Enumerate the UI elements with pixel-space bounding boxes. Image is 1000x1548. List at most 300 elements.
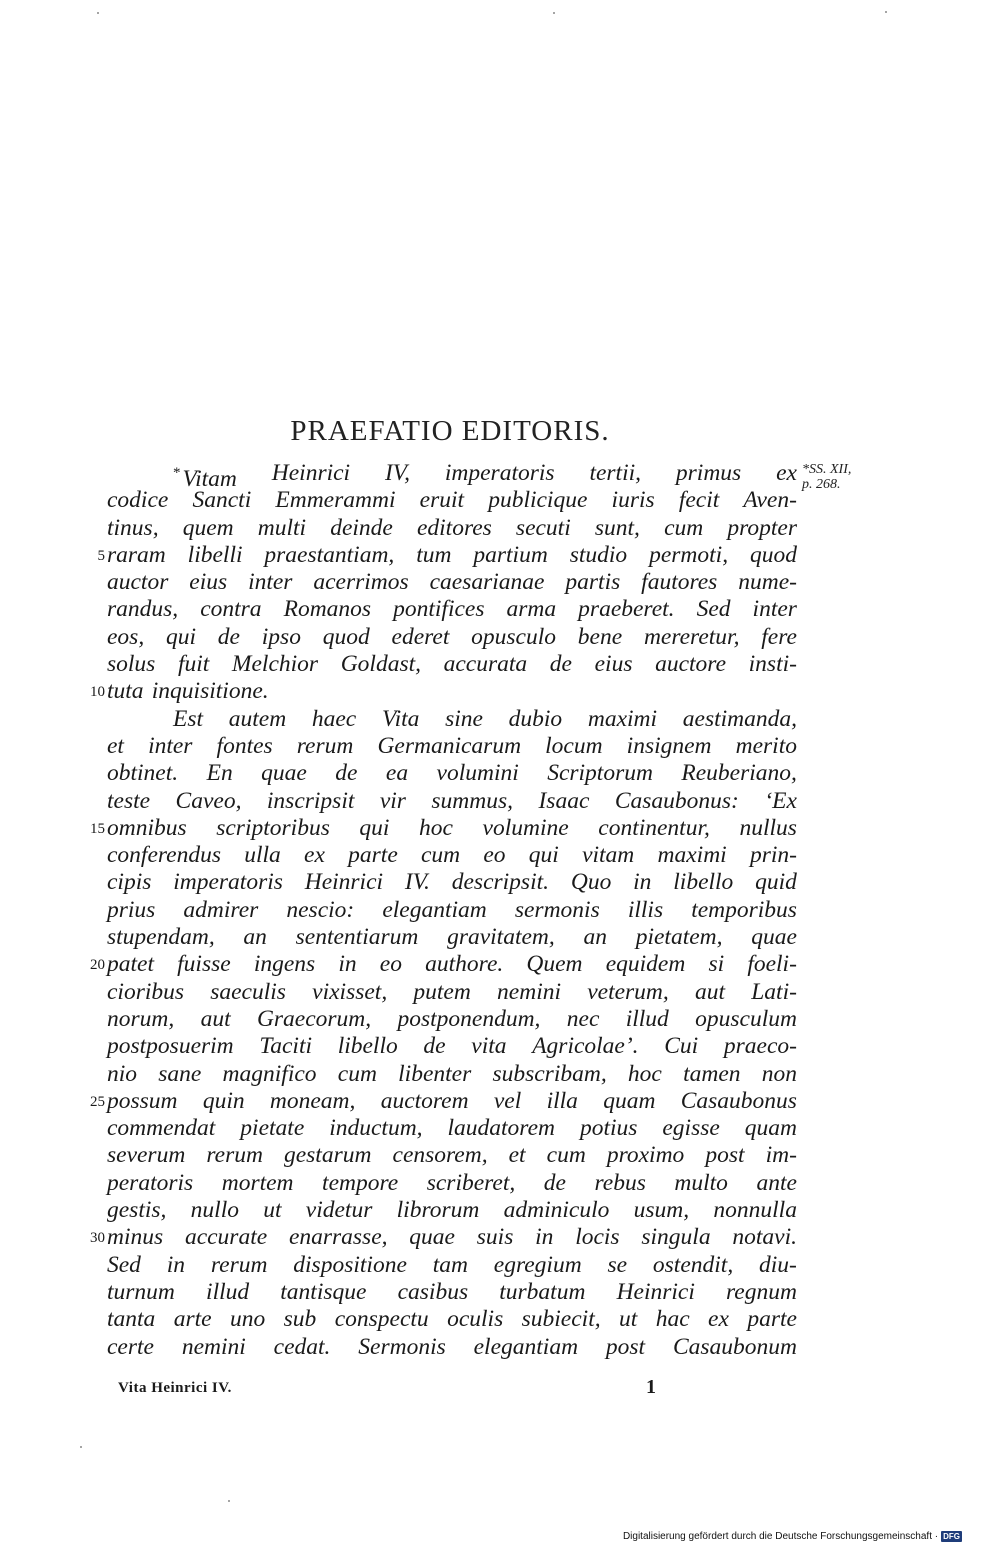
word: descripsit.	[451, 869, 550, 896]
word: Goldast,	[340, 651, 421, 678]
word: uno	[229, 1306, 266, 1333]
word: Isaac	[538, 787, 590, 814]
word: cipis	[107, 869, 152, 896]
word: arte	[173, 1306, 212, 1333]
word: mortem	[221, 1169, 294, 1196]
word: aut	[200, 1005, 231, 1032]
word: Emmerammi	[275, 487, 396, 514]
word: eius	[189, 569, 228, 596]
digitization-credit	[623, 1531, 962, 1542]
text-line	[107, 1252, 797, 1279]
text-line	[107, 1334, 797, 1361]
word: saeculis	[210, 978, 286, 1005]
word: turbatum	[499, 1278, 586, 1305]
line-number: 15	[90, 820, 105, 837]
word: prius	[107, 896, 156, 923]
word: parte	[747, 1306, 797, 1333]
word: locum	[545, 732, 603, 759]
word: libello	[673, 869, 734, 896]
word: pietate	[240, 1115, 305, 1142]
word: ex	[776, 460, 797, 486]
word: qui	[528, 842, 559, 869]
text-line	[90, 678, 797, 705]
word: insignem	[626, 732, 712, 759]
text-line	[107, 460, 797, 492]
word: praestantiam,	[264, 541, 395, 568]
text-line	[107, 869, 797, 896]
word: librorum	[396, 1197, 480, 1224]
word: Melchior	[231, 651, 319, 678]
word: teste	[107, 787, 151, 814]
word: se	[607, 1251, 628, 1278]
word: potius	[579, 1115, 638, 1142]
word: cedat.	[273, 1333, 331, 1360]
word: Heinrici	[271, 460, 351, 486]
word: continentur,	[598, 814, 710, 841]
word: fautores	[641, 569, 718, 596]
word: aut	[694, 978, 726, 1005]
word: volumine	[482, 814, 569, 841]
word: nullo	[190, 1197, 239, 1224]
word: IV.	[404, 869, 430, 896]
word: raram	[107, 541, 166, 568]
word: oculis	[447, 1306, 504, 1333]
word: nemini	[181, 1333, 246, 1360]
word: Casaubonum	[672, 1333, 797, 1360]
word: hoc	[627, 1060, 662, 1087]
word: Casaubonus:	[614, 787, 739, 814]
word: cioribus	[107, 978, 185, 1005]
word: Est	[173, 705, 204, 732]
word: ulla	[244, 842, 281, 869]
word: tam	[432, 1251, 468, 1278]
word: stupendam,	[107, 924, 215, 951]
text-line	[107, 1306, 797, 1333]
text-line	[107, 897, 797, 924]
word: scriptoribus	[216, 814, 330, 841]
margin-reference	[802, 462, 851, 492]
word: equidem	[605, 951, 686, 978]
word: Sed	[107, 1251, 141, 1278]
word: gestis,	[107, 1197, 167, 1224]
word: cum	[337, 1060, 377, 1087]
word: nonnulla	[713, 1197, 797, 1224]
word: ut	[619, 1306, 638, 1333]
text-line	[97, 541, 797, 569]
word: nullus	[739, 814, 797, 841]
word: inter	[752, 596, 797, 623]
word: dubio	[508, 705, 563, 732]
text-line	[107, 1197, 797, 1224]
word: auctore	[655, 651, 727, 678]
text-line	[107, 515, 797, 542]
word: Germanicarum	[377, 732, 522, 759]
word: tanta	[107, 1306, 156, 1333]
word: acerrimos	[313, 569, 409, 596]
word: sub	[283, 1306, 317, 1333]
word: foeli-	[747, 951, 797, 978]
word: ex	[708, 1306, 729, 1333]
word: nec	[566, 1005, 600, 1032]
word: gravitatem,	[447, 924, 555, 951]
word: pontifices	[393, 596, 485, 623]
word: de	[423, 1033, 446, 1060]
word: elegantiam	[382, 896, 487, 923]
word: praeco-	[723, 1033, 797, 1060]
text-line	[107, 487, 797, 514]
word: pietatem,	[635, 924, 723, 951]
word: Caveo,	[175, 787, 242, 814]
word: quod	[749, 541, 797, 568]
word: de	[335, 760, 358, 787]
word: autem	[228, 705, 287, 732]
word: et	[107, 732, 124, 759]
word: norum,	[107, 1005, 175, 1032]
word: suis	[476, 1224, 514, 1251]
word: hoc	[419, 814, 453, 841]
text-line	[107, 733, 797, 760]
line-number: 20	[90, 957, 105, 974]
word: En	[206, 760, 233, 787]
word: quem	[182, 514, 234, 541]
text-line	[107, 1006, 797, 1033]
word: Scriptorum	[547, 760, 653, 787]
text-line	[107, 979, 797, 1006]
word: temporibus	[691, 896, 797, 923]
word: in	[338, 951, 357, 978]
word: hac	[655, 1306, 690, 1333]
word: Agricolae’.	[532, 1033, 639, 1060]
word: ipso	[261, 623, 301, 650]
word: aestimanda,	[682, 705, 797, 732]
word: tertii,	[589, 460, 642, 486]
word: inter	[148, 732, 193, 759]
word: conspectu	[334, 1306, 429, 1333]
word: elegantiam	[473, 1333, 579, 1360]
word: subiecit,	[521, 1306, 601, 1333]
word: haec	[311, 705, 357, 732]
word: patet	[107, 951, 154, 978]
word: iuris	[611, 487, 655, 514]
word: locis	[575, 1224, 620, 1251]
word: IV,	[384, 460, 410, 486]
word: maximi	[587, 705, 658, 732]
word: opusculo	[471, 623, 556, 650]
word: inscripsit	[266, 787, 355, 814]
word: in	[633, 869, 652, 896]
word: illud	[625, 1005, 669, 1032]
word: secuti	[515, 514, 571, 541]
word: partis	[565, 569, 621, 596]
word: moneam,	[269, 1087, 356, 1114]
word: quam	[744, 1115, 797, 1142]
word: possum	[107, 1087, 178, 1114]
word: si	[708, 951, 725, 978]
word: propter	[727, 514, 797, 541]
text-line	[90, 1087, 797, 1115]
word: quid	[755, 869, 797, 896]
word: postposuerim	[107, 1033, 234, 1060]
word: post	[705, 1142, 745, 1169]
text-line	[107, 1033, 797, 1060]
word: regnum	[726, 1278, 797, 1305]
text-line	[107, 569, 797, 596]
word: Graecorum,	[256, 1005, 372, 1032]
word: rerum	[206, 1142, 263, 1169]
word: codice	[107, 487, 169, 514]
word: ex	[304, 842, 325, 869]
word: quin	[202, 1087, 245, 1114]
word: auctorem	[380, 1087, 469, 1114]
word: vir	[379, 787, 406, 814]
text-line	[107, 924, 797, 951]
word: putem	[413, 978, 471, 1005]
text-line	[107, 651, 797, 678]
word: deinde	[330, 514, 393, 541]
word: tinus,	[107, 514, 159, 541]
word: maximi	[657, 842, 727, 869]
word: Quo	[570, 869, 612, 896]
text-line	[107, 1142, 797, 1169]
word: sine	[445, 705, 483, 732]
text-line	[90, 951, 797, 978]
word: opusculum	[695, 1005, 797, 1032]
word: rerum	[296, 732, 354, 759]
word: publicique	[488, 487, 588, 514]
running-title: Vita Heinrici IV.	[118, 1380, 232, 1396]
word: accurate	[184, 1224, 268, 1251]
word: eius	[594, 651, 633, 678]
word: *Vitam	[173, 465, 237, 492]
word: libelli	[187, 541, 243, 568]
scan-speck	[97, 12, 99, 14]
word: primus	[675, 460, 742, 486]
word: Casaubonus	[680, 1087, 797, 1114]
word: contra	[200, 596, 262, 623]
word: Taciti	[259, 1033, 313, 1060]
scan-speck	[885, 11, 887, 13]
dfg-logo-icon: DFG	[943, 1532, 960, 1541]
word: notavi.	[732, 1224, 797, 1251]
word: an	[243, 924, 267, 951]
word: an	[583, 924, 607, 951]
word: severum	[107, 1142, 186, 1169]
word: im-	[765, 1142, 797, 1169]
word: non	[761, 1060, 797, 1087]
line-number: 25	[90, 1093, 105, 1110]
word: fuit	[177, 651, 210, 678]
word: auctor	[107, 569, 169, 596]
preface-body	[90, 460, 797, 1361]
word: inductum,	[329, 1115, 423, 1142]
word: volumini	[436, 760, 519, 787]
text-line	[107, 1115, 797, 1142]
word: libenter	[398, 1060, 472, 1087]
word: commendat	[107, 1115, 216, 1142]
word: censorem,	[392, 1142, 488, 1169]
word: vitam	[582, 842, 635, 869]
scan-speck	[80, 1446, 82, 1448]
word: fecit	[678, 487, 720, 514]
word: postponendum,	[397, 1005, 541, 1032]
word: merito	[735, 732, 797, 759]
word: egregium	[493, 1251, 582, 1278]
footnote-star: *	[173, 465, 181, 481]
word: laudatorem	[447, 1115, 555, 1142]
word: tuta	[107, 678, 144, 705]
text-line	[107, 596, 797, 623]
text-line	[90, 1224, 797, 1251]
word: usum,	[633, 1197, 690, 1224]
word: illud	[206, 1278, 250, 1305]
word: egisse	[662, 1115, 720, 1142]
line-number: 5	[97, 547, 105, 564]
word: obtinet.	[107, 760, 179, 787]
word: in	[535, 1224, 554, 1251]
text-line	[107, 624, 797, 651]
word: randus,	[107, 596, 179, 623]
word: qui	[359, 814, 390, 841]
word: de	[217, 623, 240, 650]
word: de	[543, 1169, 566, 1196]
word: ingens	[253, 951, 316, 978]
word: cum	[546, 1142, 586, 1169]
word: singula	[641, 1224, 711, 1251]
word: dispositione	[293, 1251, 407, 1278]
word: sunt,	[594, 514, 640, 541]
word: Romanos	[283, 596, 372, 623]
text-line	[107, 842, 797, 869]
word: fuisse	[177, 951, 231, 978]
word: nio	[107, 1060, 138, 1087]
word: partium	[473, 541, 548, 568]
word: parte	[348, 842, 398, 869]
word: bene	[577, 623, 623, 650]
word: Aven-	[743, 487, 797, 514]
word: subscribam,	[492, 1060, 607, 1087]
word: quod	[322, 623, 370, 650]
word: et	[508, 1142, 526, 1169]
word: de	[549, 651, 572, 678]
word: tum	[416, 541, 452, 568]
word: gestarum	[283, 1142, 372, 1169]
word: solus	[107, 651, 156, 678]
word: eo	[483, 842, 506, 869]
word: ‘Ex	[764, 787, 797, 814]
word: accurata	[443, 651, 528, 678]
word: nemini	[497, 978, 562, 1005]
page-number: 1	[646, 1376, 656, 1398]
word: cum	[420, 842, 461, 869]
word: ea	[385, 760, 409, 787]
text-line	[107, 1061, 797, 1088]
word: post	[605, 1333, 646, 1360]
word: nescio:	[286, 896, 355, 923]
word: imperatoris	[173, 869, 283, 896]
word: quae	[409, 1224, 455, 1251]
word: Sancti	[192, 487, 252, 514]
word: omnibus	[107, 814, 187, 841]
word: vixisset,	[312, 978, 388, 1005]
word: sermonis	[514, 896, 600, 923]
line-number: 10	[90, 684, 105, 701]
word: eruit	[419, 487, 465, 514]
word: arma	[506, 596, 557, 623]
word: Heinrici	[304, 869, 384, 896]
word: eo	[379, 951, 402, 978]
word: Heinrici	[616, 1278, 695, 1305]
text-line	[107, 1279, 797, 1306]
word: imperatoris	[444, 460, 555, 486]
scan-speck	[228, 1500, 230, 1502]
word: multi	[257, 514, 307, 541]
word: veterum,	[587, 978, 669, 1005]
margin-reference-line: p. 268.	[802, 477, 841, 492]
word: quam	[603, 1087, 656, 1114]
word: studio	[569, 541, 628, 568]
word: prin-	[749, 842, 797, 869]
word: Reuberiano,	[681, 760, 797, 787]
scan-speck	[553, 12, 555, 14]
word: turnum	[107, 1278, 175, 1305]
word: ut	[263, 1197, 282, 1224]
word: adminiculo	[503, 1197, 610, 1224]
word: quae	[261, 760, 307, 787]
word: praeberet.	[578, 596, 675, 623]
word: cum	[664, 514, 704, 541]
word: Sed	[696, 596, 731, 623]
word: authore.	[425, 951, 504, 978]
word: Sermonis	[358, 1333, 446, 1360]
text-line	[107, 706, 797, 733]
word: summus,	[431, 787, 514, 814]
digitization-note: Digitalisierung gefördert durch die Deutsche Forschungsgemeinschaft ·	[622, 1531, 939, 1542]
word: vel	[493, 1087, 522, 1114]
margin-reference-line: *SS. XII,	[802, 462, 852, 477]
word: inter	[248, 569, 293, 596]
word: in	[166, 1251, 186, 1278]
word: diu-	[759, 1251, 797, 1278]
word: peratoris	[107, 1169, 194, 1196]
word: tempore	[322, 1169, 399, 1196]
word: mereretur,	[643, 623, 740, 650]
word: libello	[337, 1033, 398, 1060]
word: Lati-	[751, 978, 797, 1005]
word: inquisitione.	[151, 678, 269, 705]
word: fontes	[216, 732, 273, 759]
word: magnifico	[222, 1060, 317, 1087]
word: conferendus	[107, 842, 221, 869]
word: sententiarum	[295, 924, 419, 951]
word: enarrasse,	[288, 1224, 388, 1251]
word: vita	[471, 1033, 507, 1060]
text-line	[107, 760, 797, 787]
word: tantisque	[280, 1278, 367, 1305]
word: rerum	[210, 1251, 268, 1278]
word: tamen	[683, 1060, 741, 1087]
word: illa	[546, 1087, 578, 1114]
word: Vita	[381, 705, 420, 732]
word: videtur	[305, 1197, 373, 1224]
text-line	[90, 814, 797, 842]
word: multo	[674, 1169, 728, 1196]
word: fere	[761, 623, 797, 650]
text-line	[107, 788, 797, 815]
word: minus	[107, 1224, 164, 1251]
line-number: 30	[90, 1230, 105, 1247]
word: Quem	[526, 951, 583, 978]
page-title: PRAEFATIO EDITORIS.	[290, 415, 610, 448]
